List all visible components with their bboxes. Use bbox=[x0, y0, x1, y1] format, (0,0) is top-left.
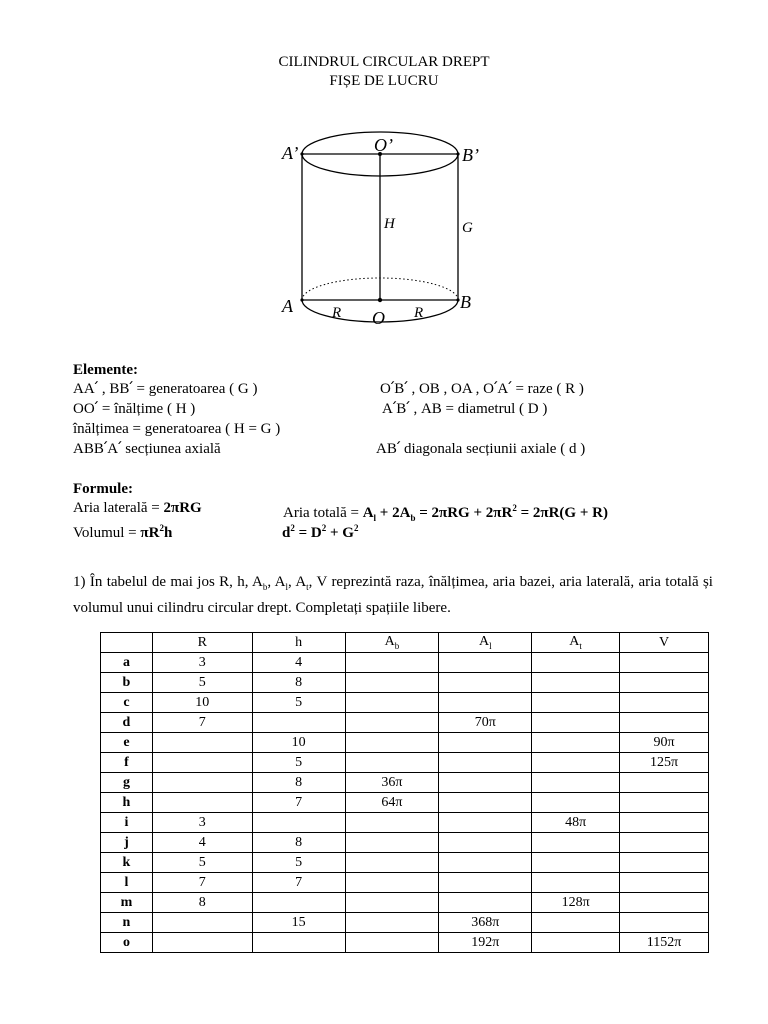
table-header-row bbox=[101, 633, 709, 653]
cell-r bbox=[152, 793, 252, 813]
point-a-prime bbox=[300, 152, 303, 155]
table-row bbox=[101, 693, 709, 713]
row-label: g bbox=[101, 773, 153, 793]
cell-r: 8 bbox=[152, 893, 252, 913]
cell-h: 5 bbox=[252, 693, 345, 713]
cell-ab bbox=[345, 713, 439, 733]
element-generatrix: AA՛ , BB՛ = generatoarea ( G ) bbox=[73, 381, 258, 397]
cell-at bbox=[532, 753, 620, 773]
header-label bbox=[101, 633, 153, 653]
label-b-prime: B’ bbox=[462, 145, 479, 165]
page-subtitle: FIȘE DE LUCRU bbox=[329, 73, 439, 89]
cell-al bbox=[439, 673, 532, 693]
label-a: A bbox=[282, 296, 293, 316]
point-o bbox=[378, 298, 382, 302]
cell-r: 10 bbox=[152, 693, 252, 713]
cell-at bbox=[532, 673, 620, 693]
cell-r bbox=[152, 753, 252, 773]
row-label: d bbox=[101, 713, 153, 733]
label-h: H bbox=[384, 216, 395, 232]
cell-v bbox=[620, 653, 709, 673]
element-height: OO՛ = înălțime ( H ) bbox=[73, 401, 196, 417]
row-label: i bbox=[101, 813, 153, 833]
cell-al bbox=[439, 693, 532, 713]
cell-v bbox=[620, 873, 709, 893]
table-row bbox=[101, 673, 709, 693]
cell-ab bbox=[345, 813, 439, 833]
exercise-table bbox=[100, 632, 709, 953]
cell-at bbox=[532, 853, 620, 873]
header-h: h bbox=[252, 633, 345, 653]
table-row bbox=[101, 773, 709, 793]
cell-ab bbox=[345, 873, 439, 893]
cell-ab bbox=[345, 753, 439, 773]
cell-r: 7 bbox=[152, 873, 252, 893]
cell-h: 15 bbox=[252, 913, 345, 933]
cell-at: 48π bbox=[532, 813, 620, 833]
cell-at bbox=[532, 713, 620, 733]
element-radii: O՛B՛ , OB , OA , O՛A՛ = raze ( R ) bbox=[380, 381, 584, 397]
cell-h: 4 bbox=[252, 653, 345, 673]
table-row bbox=[101, 853, 709, 873]
cell-at bbox=[532, 773, 620, 793]
cell-r bbox=[152, 933, 252, 953]
cell-v bbox=[620, 793, 709, 813]
row-label: h bbox=[101, 793, 153, 813]
cell-h: 5 bbox=[252, 853, 345, 873]
row-label: l bbox=[101, 873, 153, 893]
label-a-prime: A’ bbox=[282, 143, 299, 163]
cell-r bbox=[152, 733, 252, 753]
table-row bbox=[101, 873, 709, 893]
cell-at bbox=[532, 653, 620, 673]
cell-v bbox=[620, 893, 709, 913]
header-v: V bbox=[620, 633, 709, 653]
header-al: $A_l$ bbox=[439, 633, 532, 653]
row-label: a bbox=[101, 653, 153, 673]
cell-v bbox=[620, 773, 709, 793]
cell-r bbox=[152, 773, 252, 793]
cell-v bbox=[620, 853, 709, 873]
formula-volume: Volumul = $\pi R^2h$ bbox=[73, 523, 173, 541]
cell-ab bbox=[345, 933, 439, 953]
cell-al bbox=[439, 873, 532, 893]
cell-r: 3 bbox=[152, 813, 252, 833]
table-row bbox=[101, 933, 709, 953]
row-label: k bbox=[101, 853, 153, 873]
label-o: O bbox=[372, 308, 385, 328]
cell-al bbox=[439, 793, 532, 813]
formulas-heading: Formule: bbox=[73, 481, 133, 497]
table-row bbox=[101, 753, 709, 773]
cell-h bbox=[252, 813, 345, 833]
cell-al bbox=[439, 813, 532, 833]
header-r: R bbox=[152, 633, 252, 653]
row-label: n bbox=[101, 913, 153, 933]
table-row bbox=[101, 733, 709, 753]
formula-total-area: Aria totală = $A_l + 2A_b = 2\pi RG + 2\pi R^2 = 2\pi R(G + R)$ bbox=[283, 503, 608, 523]
cell-r: 3 bbox=[152, 653, 252, 673]
table-row bbox=[101, 833, 709, 853]
exercise-text: 1) În tabelul de mai jos R, h, $A_b$, $A_l$, $A_t$, V reprezintă raza, înălțimea, aria bazei, aria laterală, aria totală și volumul unui cilindru circular drept. Completați spațiile libere. bbox=[73, 574, 713, 616]
cell-v bbox=[620, 673, 709, 693]
cell-v: 90π bbox=[620, 733, 709, 753]
cell-v: 125π bbox=[620, 753, 709, 773]
cell-at bbox=[532, 873, 620, 893]
label-b: B bbox=[460, 292, 471, 312]
table-row bbox=[101, 893, 709, 913]
cell-h: 10 bbox=[252, 733, 345, 753]
element-diameter: A՛B՛ , AB = diametrul ( D ) bbox=[382, 401, 548, 417]
table-row bbox=[101, 653, 709, 673]
cell-at bbox=[532, 933, 620, 953]
cell-al: 192π bbox=[439, 933, 532, 953]
cell-h: 7 bbox=[252, 793, 345, 813]
cell-ab: 36π bbox=[345, 773, 439, 793]
cell-r bbox=[152, 913, 252, 933]
cell-h bbox=[252, 713, 345, 733]
cell-r: 4 bbox=[152, 833, 252, 853]
cell-h bbox=[252, 893, 345, 913]
label-r-left: R bbox=[332, 305, 342, 321]
cell-al bbox=[439, 733, 532, 753]
row-label: b bbox=[101, 673, 153, 693]
point-a bbox=[300, 298, 303, 301]
cell-at bbox=[532, 693, 620, 713]
table-row bbox=[101, 813, 709, 833]
cell-h: 7 bbox=[252, 873, 345, 893]
cell-al bbox=[439, 893, 532, 913]
cell-al bbox=[439, 833, 532, 853]
cell-h: 8 bbox=[252, 773, 345, 793]
cell-v bbox=[620, 713, 709, 733]
cell-ab: 64π bbox=[345, 793, 439, 813]
element-axial-diagonal: AB՛ diagonala secțiunii axiale ( d ) bbox=[376, 441, 586, 457]
cell-al: 70π bbox=[439, 713, 532, 733]
label-o-prime: O’ bbox=[374, 135, 393, 155]
cell-ab bbox=[345, 833, 439, 853]
element-height-equals-generatrix: înălțimea = generatoarea ( H = G ) bbox=[73, 421, 281, 437]
row-label: e bbox=[101, 733, 153, 753]
cell-at bbox=[532, 733, 620, 753]
cell-al bbox=[439, 653, 532, 673]
cell-at bbox=[532, 913, 620, 933]
cell-al: 368π bbox=[439, 913, 532, 933]
formula-diagonal: $d^2 = D^2 + G^2$ bbox=[282, 523, 359, 541]
cell-v bbox=[620, 693, 709, 713]
point-b-prime bbox=[456, 152, 459, 155]
cell-at bbox=[532, 793, 620, 813]
cell-ab bbox=[345, 693, 439, 713]
element-axial-section: ABB՛A՛ secțiunea axială bbox=[73, 441, 221, 457]
cell-v bbox=[620, 913, 709, 933]
cell-ab bbox=[345, 673, 439, 693]
cylinder-figure bbox=[270, 128, 500, 328]
cell-v bbox=[620, 833, 709, 853]
row-label: m bbox=[101, 893, 153, 913]
row-label: f bbox=[101, 753, 153, 773]
formula-lateral-area: Aria laterală = 2πRG bbox=[73, 500, 202, 516]
header-at: $A_t$ bbox=[532, 633, 620, 653]
table-row bbox=[101, 793, 709, 813]
cell-al bbox=[439, 753, 532, 773]
cell-at bbox=[532, 833, 620, 853]
cell-ab bbox=[345, 913, 439, 933]
cell-h: 8 bbox=[252, 833, 345, 853]
label-g: G bbox=[462, 220, 473, 236]
row-label: j bbox=[101, 833, 153, 853]
header-ab: $A_b$ bbox=[345, 633, 439, 653]
cell-r: 5 bbox=[152, 853, 252, 873]
cell-r: 7 bbox=[152, 713, 252, 733]
elements-heading: Elemente: bbox=[73, 362, 138, 378]
cell-v: 1152π bbox=[620, 933, 709, 953]
cell-ab bbox=[345, 733, 439, 753]
cell-ab bbox=[345, 853, 439, 873]
cell-at: 128π bbox=[532, 893, 620, 913]
table-row bbox=[101, 713, 709, 733]
cell-al bbox=[439, 853, 532, 873]
row-label: c bbox=[101, 693, 153, 713]
table-row bbox=[101, 913, 709, 933]
cell-h: 5 bbox=[252, 753, 345, 773]
label-r-right: R bbox=[414, 305, 424, 321]
cell-v bbox=[620, 813, 709, 833]
cell-h bbox=[252, 933, 345, 953]
cell-h: 8 bbox=[252, 673, 345, 693]
cell-ab bbox=[345, 893, 439, 913]
cell-al bbox=[439, 773, 532, 793]
cell-ab bbox=[345, 653, 439, 673]
row-label: o bbox=[101, 933, 153, 953]
cell-r: 5 bbox=[152, 673, 252, 693]
page-title: CILINDRUL CIRCULAR DREPT bbox=[278, 54, 490, 70]
